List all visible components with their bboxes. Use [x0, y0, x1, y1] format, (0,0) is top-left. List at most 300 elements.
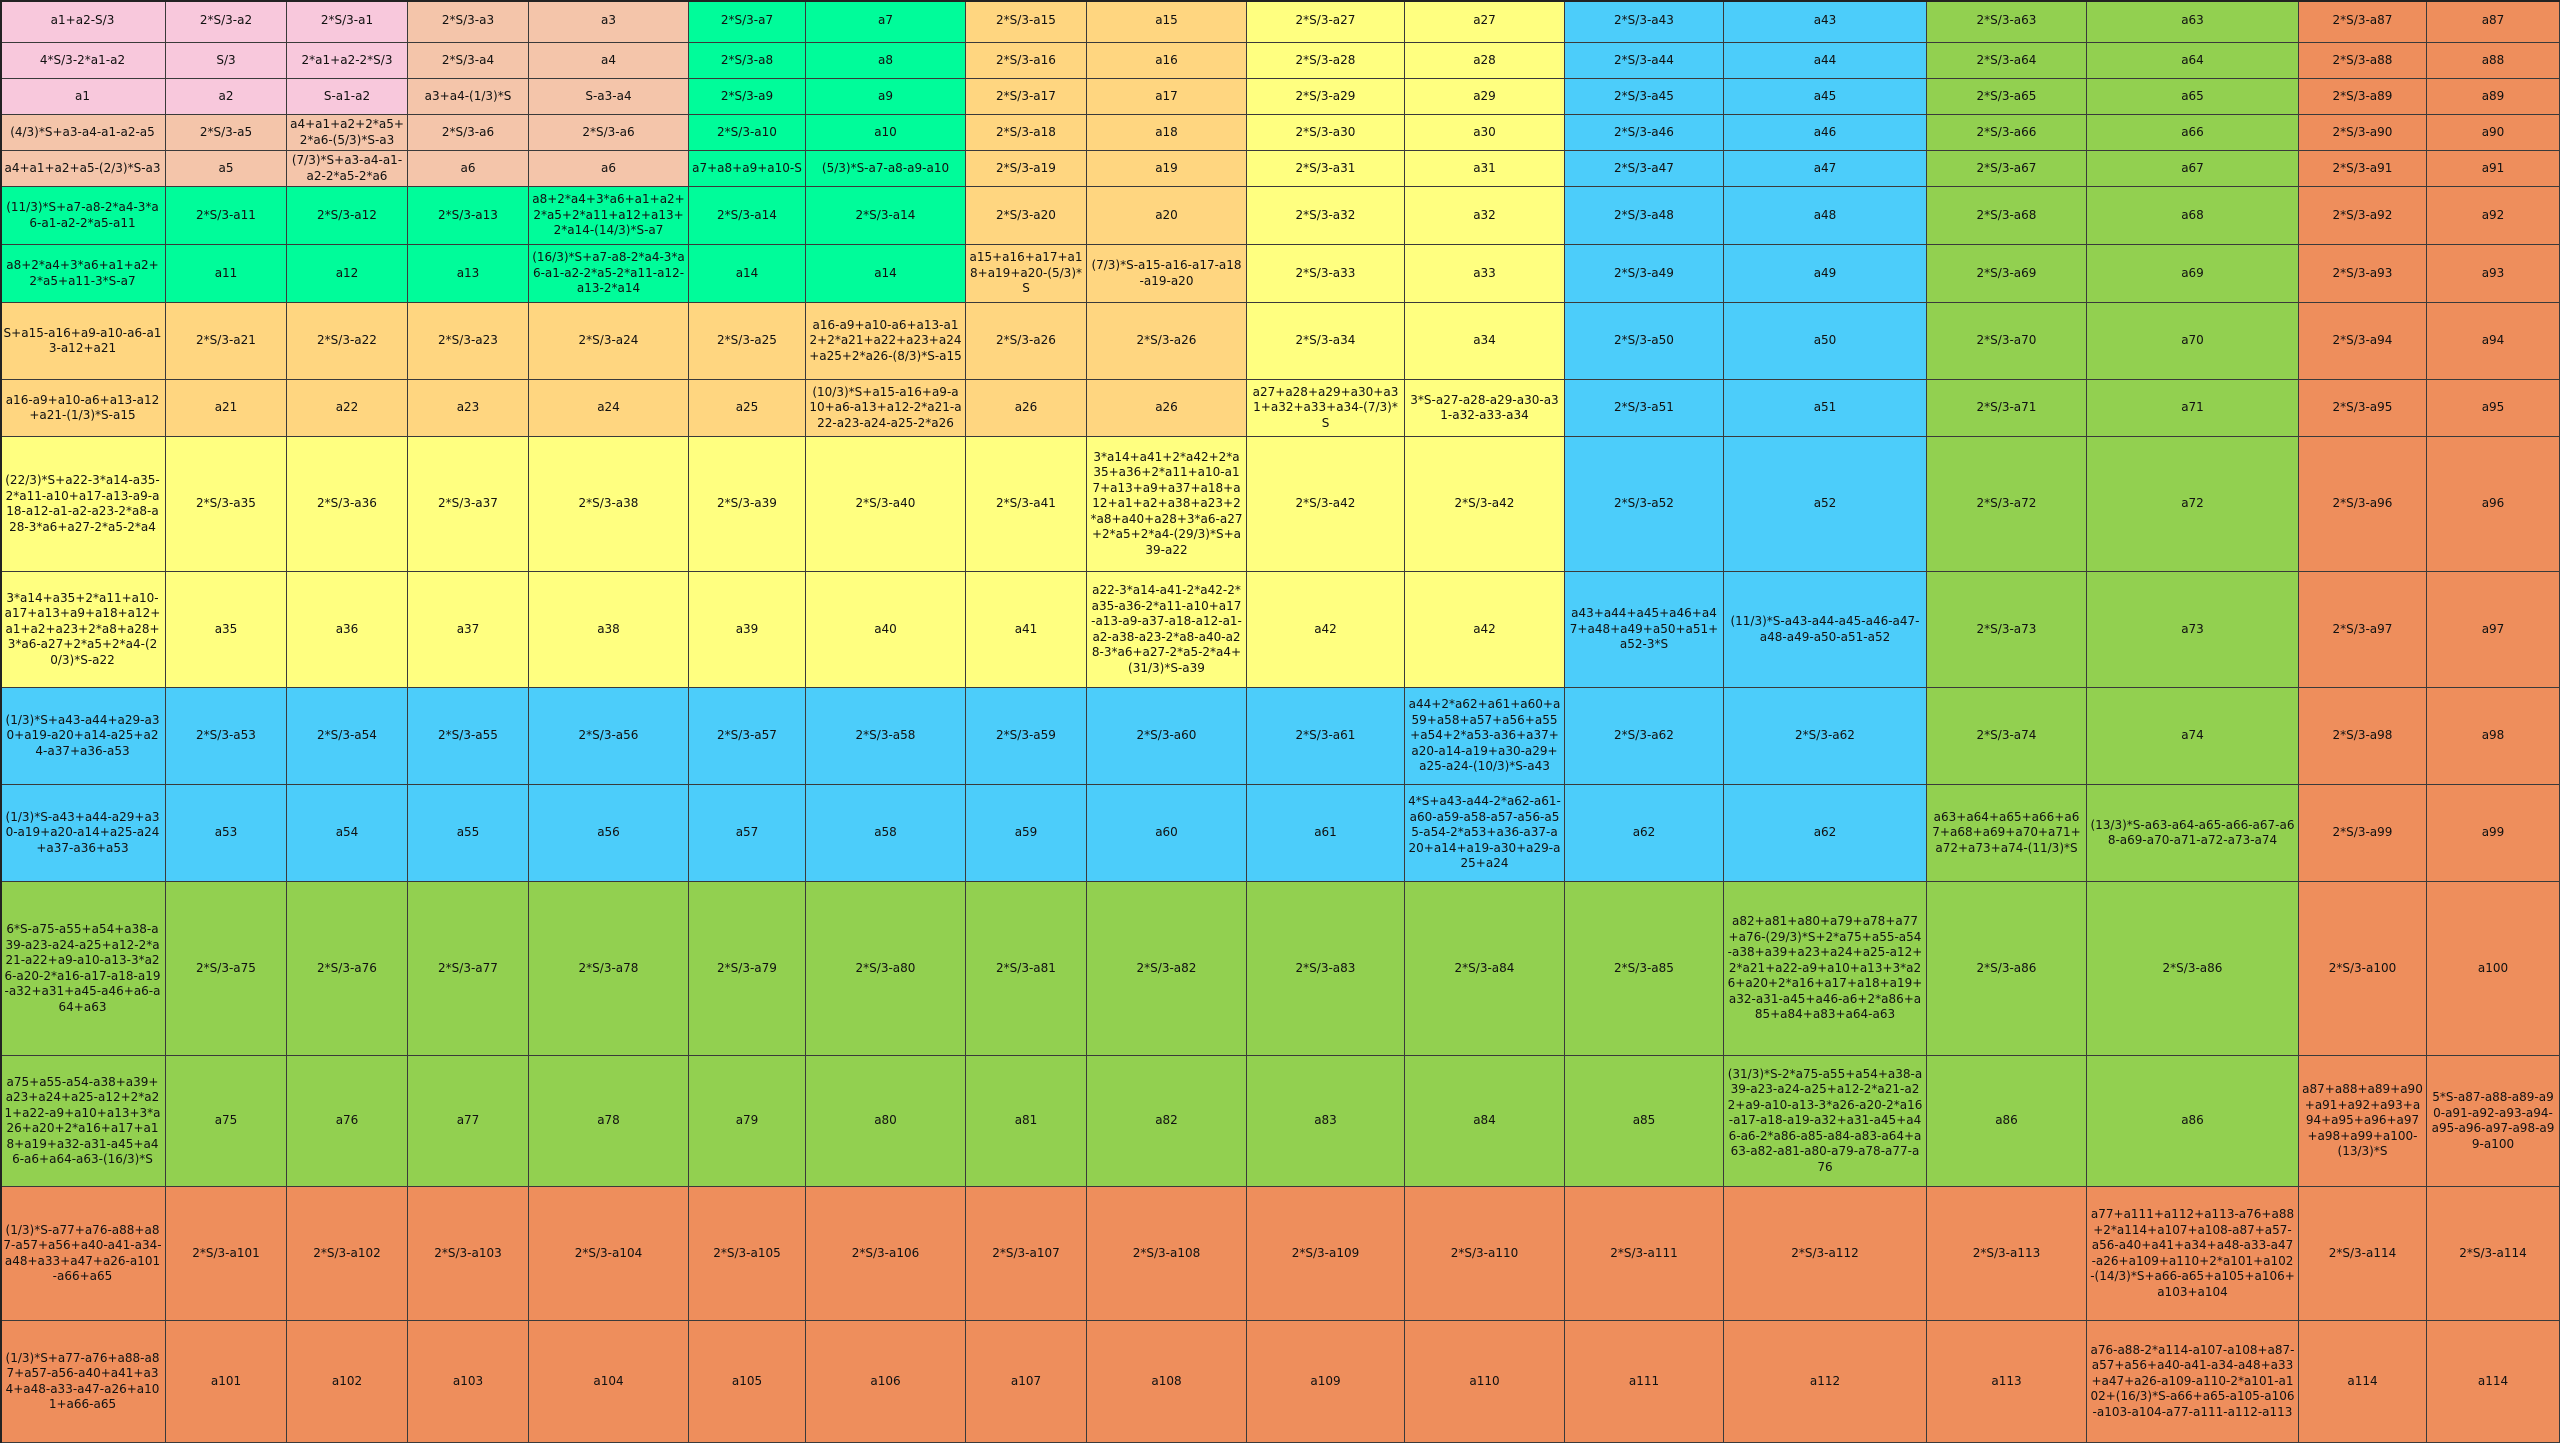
- cell-r3-c1[interactable]: [0, 79, 166, 115]
- cell-r12-c15[interactable]: [2087, 688, 2299, 785]
- cell-r3-c5[interactable]: [529, 79, 689, 115]
- cell-r13-c17[interactable]: [2427, 785, 2560, 882]
- cell-text: a108: [1151, 1373, 1182, 1388]
- cell-r7-c8[interactable]: [966, 245, 1087, 303]
- cell-r9-c1[interactable]: [0, 380, 166, 437]
- cell-r12-c5[interactable]: [529, 688, 689, 785]
- cell-r15-c8[interactable]: [966, 1056, 1087, 1187]
- cell-r2-c10[interactable]: [1247, 43, 1405, 79]
- cell-r15-c11[interactable]: [1405, 1056, 1565, 1187]
- cell-r3-c3[interactable]: [287, 79, 408, 115]
- cell-r2-c13[interactable]: [1724, 43, 1927, 79]
- cell-r6-c5[interactable]: [529, 187, 689, 245]
- cell-r2-c7[interactable]: [806, 43, 966, 79]
- cell-r5-c8[interactable]: [966, 151, 1087, 187]
- cell-r17-c7[interactable]: [806, 1321, 966, 1443]
- cell-r3-c9[interactable]: [1087, 79, 1247, 115]
- cell-r6-c16[interactable]: [2299, 187, 2427, 245]
- cell-r14-c13[interactable]: [1724, 882, 1927, 1056]
- cell-r15-c13[interactable]: [1724, 1056, 1927, 1187]
- cell-r12-c3[interactable]: [287, 688, 408, 785]
- cell-r13-c13[interactable]: [1724, 785, 1927, 882]
- cell-r8-c13[interactable]: [1724, 303, 1927, 380]
- cell-r16-c16[interactable]: [2299, 1187, 2427, 1321]
- cell-text: 2*S/3-a38: [578, 496, 639, 511]
- cell-r1-c10[interactable]: [1247, 0, 1405, 43]
- cell-r17-c6[interactable]: [689, 1321, 806, 1443]
- cell-r14-c7[interactable]: [806, 882, 966, 1056]
- cell-r11-c16[interactable]: [2299, 572, 2427, 688]
- cell-r4-c15[interactable]: [2087, 115, 2299, 151]
- cell-text: 2*S/3-a23: [438, 333, 498, 348]
- cell-r9-c8[interactable]: [966, 380, 1087, 437]
- cell-r16-c15[interactable]: [2087, 1187, 2299, 1321]
- cell-text: a113: [1991, 1373, 2022, 1388]
- cell-r16-c7[interactable]: [806, 1187, 966, 1321]
- cell-r3-c10[interactable]: [1247, 79, 1405, 115]
- cell-r15-c16[interactable]: [2299, 1056, 2427, 1187]
- cell-r17-c2[interactable]: [166, 1321, 287, 1443]
- cell-r10-c13[interactable]: [1724, 437, 1927, 572]
- cell-r3-c17[interactable]: [2427, 79, 2560, 115]
- cell-r15-c15[interactable]: [2087, 1056, 2299, 1187]
- cell-r16-c8[interactable]: [966, 1187, 1087, 1321]
- cell-r10-c15[interactable]: [2087, 437, 2299, 572]
- cell-r1-c15[interactable]: [2087, 0, 2299, 43]
- cell-r13-c4[interactable]: [408, 785, 529, 882]
- cell-r10-c11[interactable]: [1405, 437, 1565, 572]
- cell-r15-c9[interactable]: [1087, 1056, 1247, 1187]
- cell-r16-c1[interactable]: [0, 1187, 166, 1321]
- cell-text: a44: [1813, 52, 1837, 67]
- cell-r12-c10[interactable]: [1247, 688, 1405, 785]
- cell-r17-c9[interactable]: [1087, 1321, 1247, 1443]
- cell-r3-c2[interactable]: [166, 79, 287, 115]
- cell-r16-c14[interactable]: [1927, 1187, 2087, 1321]
- cell-r10-c5[interactable]: [529, 437, 689, 572]
- cell-r17-c14[interactable]: [1927, 1321, 2087, 1443]
- cell-r3-c7[interactable]: [806, 79, 966, 115]
- cell-r5-c15[interactable]: [2087, 151, 2299, 187]
- cell-r7-c10[interactable]: [1247, 245, 1405, 303]
- cell-r6-c14[interactable]: [1927, 187, 2087, 245]
- cell-r1-c16[interactable]: [2299, 0, 2427, 43]
- cell-text: a82: [1155, 1113, 1178, 1128]
- cell-r8-c17[interactable]: [2427, 303, 2560, 380]
- cell-r6-c15[interactable]: [2087, 187, 2299, 245]
- cell-r8-c8[interactable]: [966, 303, 1087, 380]
- cell-r11-c14[interactable]: [1927, 572, 2087, 688]
- cell-r5-c4[interactable]: [408, 151, 529, 187]
- cell-r5-c9[interactable]: [1087, 151, 1247, 187]
- cell-r4-c7[interactable]: [806, 115, 966, 151]
- cell-r15-c14[interactable]: [1927, 1056, 2087, 1187]
- cell-r7-c3[interactable]: [287, 245, 408, 303]
- cell-r7-c14[interactable]: [1927, 245, 2087, 303]
- cell-r3-c6[interactable]: [689, 79, 806, 115]
- cell-r9-c7[interactable]: [806, 380, 966, 437]
- cell-r16-c13[interactable]: [1724, 1187, 1927, 1321]
- cell-r14-c3[interactable]: [287, 882, 408, 1056]
- cell-r12-c16[interactable]: [2299, 688, 2427, 785]
- cell-r6-c7[interactable]: [806, 187, 966, 245]
- cell-r9-c6[interactable]: [689, 380, 806, 437]
- cell-r3-c4[interactable]: [408, 79, 529, 115]
- cell-r14-c15[interactable]: [2087, 882, 2299, 1056]
- cell-r12-c4[interactable]: [408, 688, 529, 785]
- cell-r1-c7[interactable]: [806, 0, 966, 43]
- cell-r2-c1[interactable]: [0, 43, 166, 79]
- cell-r17-c1[interactable]: [0, 1321, 166, 1443]
- cell-r3-c14[interactable]: [1927, 79, 2087, 115]
- cell-r8-c11[interactable]: [1405, 303, 1565, 380]
- cell-r16-c9[interactable]: [1087, 1187, 1247, 1321]
- cell-r4-c13[interactable]: [1724, 115, 1927, 151]
- cell-r17-c8[interactable]: [966, 1321, 1087, 1443]
- cell-r14-c1[interactable]: [0, 882, 166, 1056]
- cell-r13-c14[interactable]: [1927, 785, 2087, 882]
- cell-r11-c11[interactable]: [1405, 572, 1565, 688]
- cell-r13-c15[interactable]: [2087, 785, 2299, 882]
- cell-r13-c10[interactable]: [1247, 785, 1405, 882]
- cell-r8-c10[interactable]: [1247, 303, 1405, 380]
- cell-r6-c13[interactable]: [1724, 187, 1927, 245]
- cell-r12-c11[interactable]: [1405, 688, 1565, 785]
- cell-r5-c17[interactable]: [2427, 151, 2560, 187]
- cell-r11-c8[interactable]: [966, 572, 1087, 688]
- cell-r4-c3[interactable]: [287, 115, 408, 151]
- cell-r9-c3[interactable]: [287, 380, 408, 437]
- cell-r6-c12[interactable]: [1565, 187, 1724, 245]
- cell-r1-c5[interactable]: [529, 0, 689, 43]
- cell-r4-c14[interactable]: [1927, 115, 2087, 151]
- cell-r17-c13[interactable]: [1724, 1321, 1927, 1443]
- cell-r4-c6[interactable]: [689, 115, 806, 151]
- cell-r16-c10[interactable]: [1247, 1187, 1405, 1321]
- cell-r9-c15[interactable]: [2087, 380, 2299, 437]
- cell-r12-c17[interactable]: [2427, 688, 2560, 785]
- cell-r6-c6[interactable]: [689, 187, 806, 245]
- cell-r1-c3[interactable]: [287, 0, 408, 43]
- cell-r1-c9[interactable]: [1087, 0, 1247, 43]
- cell-r16-c6[interactable]: [689, 1187, 806, 1321]
- cell-r1-c11[interactable]: [1405, 0, 1565, 43]
- cell-r5-c3[interactable]: [287, 151, 408, 187]
- cell-r12-c9[interactable]: [1087, 688, 1247, 785]
- cell-r8-c16[interactable]: [2299, 303, 2427, 380]
- cell-r14-c5[interactable]: [529, 882, 689, 1056]
- cell-r10-c4[interactable]: [408, 437, 529, 572]
- cell-r15-c7[interactable]: [806, 1056, 966, 1187]
- cell-r12-c1[interactable]: [0, 688, 166, 785]
- cell-r17-c11[interactable]: [1405, 1321, 1565, 1443]
- cell-r16-c2[interactable]: [166, 1187, 287, 1321]
- cell-r16-c5[interactable]: [529, 1187, 689, 1321]
- cell-r8-c1[interactable]: [0, 303, 166, 380]
- cell-r3-c11[interactable]: [1405, 79, 1565, 115]
- cell-text: a22-3*a14-a41-2*a42-2*a35-a36-2*a11-a10+a17-a13-a9-a37-a18-a12-a1-a2-a38-a23-2*a8-a40-a28-3*a6+a27-2*a5-2*a4+(31/3)*S-a39: [1091, 583, 1242, 675]
- cell-r8-c14[interactable]: [1927, 303, 2087, 380]
- cell-r9-c16[interactable]: [2299, 380, 2427, 437]
- cell-r7-c13[interactable]: [1724, 245, 1927, 303]
- cell-r13-c1[interactable]: [0, 785, 166, 882]
- cell-r15-c1[interactable]: [0, 1056, 166, 1187]
- cell-r17-c3[interactable]: [287, 1321, 408, 1443]
- cell-r13-c5[interactable]: [529, 785, 689, 882]
- cell-r1-c6[interactable]: [689, 0, 806, 43]
- cell-r14-c4[interactable]: [408, 882, 529, 1056]
- cell-r12-c6[interactable]: [689, 688, 806, 785]
- cell-r10-c14[interactable]: [1927, 437, 2087, 572]
- cell-r5-c7[interactable]: [806, 151, 966, 187]
- cell-r7-c15[interactable]: [2087, 245, 2299, 303]
- cell-r2-c14[interactable]: [1927, 43, 2087, 79]
- cell-r16-c17[interactable]: [2427, 1187, 2560, 1321]
- cell-r7-c11[interactable]: [1405, 245, 1565, 303]
- cell-r1-c14[interactable]: [1927, 0, 2087, 43]
- cell-r12-c14[interactable]: [1927, 688, 2087, 785]
- cell-r14-c9[interactable]: [1087, 882, 1247, 1056]
- cell-r15-c4[interactable]: [408, 1056, 529, 1187]
- cell-r1-c12[interactable]: [1565, 0, 1724, 43]
- cell-r17-c12[interactable]: [1565, 1321, 1724, 1443]
- cell-r17-c5[interactable]: [529, 1321, 689, 1443]
- cell-r17-c16[interactable]: [2299, 1321, 2427, 1443]
- cell-r3-c16[interactable]: [2299, 79, 2427, 115]
- cell-r14-c14[interactable]: [1927, 882, 2087, 1056]
- cell-r4-c5[interactable]: [529, 115, 689, 151]
- cell-r7-c7[interactable]: [806, 245, 966, 303]
- cell-r14-c11[interactable]: [1405, 882, 1565, 1056]
- cell-r9-c14[interactable]: [1927, 380, 2087, 437]
- cell-r12-c12[interactable]: [1565, 688, 1724, 785]
- cell-r9-c4[interactable]: [408, 380, 529, 437]
- cell-r2-c15[interactable]: [2087, 43, 2299, 79]
- cell-r13-c9[interactable]: [1087, 785, 1247, 882]
- cell-r3-c13[interactable]: [1724, 79, 1927, 115]
- cell-r11-c9[interactable]: [1087, 572, 1247, 688]
- cell-r4-c12[interactable]: [1565, 115, 1724, 151]
- cell-r2-c2[interactable]: [166, 43, 287, 79]
- cell-r10-c2[interactable]: [166, 437, 287, 572]
- cell-r4-c16[interactable]: [2299, 115, 2427, 151]
- cell-r16-c11[interactable]: [1405, 1187, 1565, 1321]
- cell-r2-c8[interactable]: [966, 43, 1087, 79]
- cell-r5-c2[interactable]: [166, 151, 287, 187]
- cell-r4-c17[interactable]: [2427, 115, 2560, 151]
- cell-r17-c4[interactable]: [408, 1321, 529, 1443]
- cell-r4-c9[interactable]: [1087, 115, 1247, 151]
- cell-r9-c10[interactable]: [1247, 380, 1405, 437]
- cell-r10-c7[interactable]: [806, 437, 966, 572]
- cell-r1-c1[interactable]: [0, 0, 166, 43]
- cell-r5-c14[interactable]: [1927, 151, 2087, 187]
- cell-r9-c11[interactable]: [1405, 380, 1565, 437]
- cell-r6-c8[interactable]: [966, 187, 1087, 245]
- cell-r5-c5[interactable]: [529, 151, 689, 187]
- cell-r15-c2[interactable]: [166, 1056, 287, 1187]
- cell-r16-c4[interactable]: [408, 1187, 529, 1321]
- cell-r9-c13[interactable]: [1724, 380, 1927, 437]
- cell-r6-c1[interactable]: [0, 187, 166, 245]
- cell-r8-c9[interactable]: [1087, 303, 1247, 380]
- cell-r4-c8[interactable]: [966, 115, 1087, 151]
- cell-text: a82+a81+a80+a79+a78+a77+a76-(29/3)*S+2*a75+a55-a54-a38+a39+a23+a24+a25-a12+2*a21+a22-a9+a10+a13+3*a26+a20+2*a16+a17+a18+a19+a32-a31-a45+a46-a6+2*a86+a85+a84+a83+a64-a63: [1727, 914, 1923, 1022]
- cell-r10-c16[interactable]: [2299, 437, 2427, 572]
- cell-r17-c15[interactable]: [2087, 1321, 2299, 1443]
- cell-r1-c2[interactable]: [166, 0, 287, 43]
- cell-r15-c10[interactable]: [1247, 1056, 1405, 1187]
- cell-r5-c1[interactable]: [0, 151, 166, 187]
- cell-r13-c3[interactable]: [287, 785, 408, 882]
- cell-r5-c13[interactable]: [1724, 151, 1927, 187]
- cell-r11-c10[interactable]: [1247, 572, 1405, 688]
- cell-r11-c5[interactable]: [529, 572, 689, 688]
- cell-r6-c17[interactable]: [2427, 187, 2560, 245]
- cell-r10-c8[interactable]: [966, 437, 1087, 572]
- cell-r2-c4[interactable]: [408, 43, 529, 79]
- cell-r1-c4[interactable]: [408, 0, 529, 43]
- cell-r2-c9[interactable]: [1087, 43, 1247, 79]
- cell-r8-c2[interactable]: [166, 303, 287, 380]
- cell-r7-c16[interactable]: [2299, 245, 2427, 303]
- cell-r11-c7[interactable]: [806, 572, 966, 688]
- cell-r4-c10[interactable]: [1247, 115, 1405, 151]
- cell-r11-c12[interactable]: [1565, 572, 1724, 688]
- cell-r9-c12[interactable]: [1565, 380, 1724, 437]
- cell-r2-c3[interactable]: [287, 43, 408, 79]
- cell-r12-c8[interactable]: [966, 688, 1087, 785]
- cell-r2-c12[interactable]: [1565, 43, 1724, 79]
- cell-r13-c12[interactable]: [1565, 785, 1724, 882]
- cell-r7-c17[interactable]: [2427, 245, 2560, 303]
- cell-text: a93: [2481, 265, 2505, 280]
- cell-r10-c10[interactable]: [1247, 437, 1405, 572]
- cell-r6-c9[interactable]: [1087, 187, 1247, 245]
- cell-r2-c11[interactable]: [1405, 43, 1565, 79]
- cell-r13-c11[interactable]: [1405, 785, 1565, 882]
- cell-r14-c8[interactable]: [966, 882, 1087, 1056]
- cell-r5-c10[interactable]: [1247, 151, 1405, 187]
- cell-r12-c13[interactable]: [1724, 688, 1927, 785]
- cell-r6-c3[interactable]: [287, 187, 408, 245]
- cell-r14-c10[interactable]: [1247, 882, 1405, 1056]
- cell-text: 2*S/3-a25: [717, 333, 777, 348]
- cell-r16-c3[interactable]: [287, 1187, 408, 1321]
- cell-r8-c6[interactable]: [689, 303, 806, 380]
- cell-r1-c13[interactable]: [1724, 0, 1927, 43]
- cell-r7-c6[interactable]: [689, 245, 806, 303]
- cell-r17-c10[interactable]: [1247, 1321, 1405, 1443]
- cell-r9-c17[interactable]: [2427, 380, 2560, 437]
- cell-r7-c1[interactable]: [0, 245, 166, 303]
- cell-r8-c3[interactable]: [287, 303, 408, 380]
- cell-r10-c6[interactable]: [689, 437, 806, 572]
- cell-r7-c12[interactable]: [1565, 245, 1724, 303]
- cell-r8-c15[interactable]: [2087, 303, 2299, 380]
- cell-r8-c5[interactable]: [529, 303, 689, 380]
- cell-r14-c6[interactable]: [689, 882, 806, 1056]
- cell-r3-c8[interactable]: [966, 79, 1087, 115]
- cell-r14-c16[interactable]: [2299, 882, 2427, 1056]
- cell-r1-c8[interactable]: [966, 0, 1087, 43]
- cell-r14-c2[interactable]: [166, 882, 287, 1056]
- cell-r11-c6[interactable]: [689, 572, 806, 688]
- cell-r1-c17[interactable]: [2427, 0, 2560, 43]
- cell-r11-c3[interactable]: [287, 572, 408, 688]
- cell-r13-c2[interactable]: [166, 785, 287, 882]
- cell-r14-c17[interactable]: [2427, 882, 2560, 1056]
- cell-r2-c16[interactable]: [2299, 43, 2427, 79]
- cell-r14-c12[interactable]: [1565, 882, 1724, 1056]
- cell-r3-c12[interactable]: [1565, 79, 1724, 115]
- cell-r3-c15[interactable]: [2087, 79, 2299, 115]
- cell-r9-c9[interactable]: [1087, 380, 1247, 437]
- cell-r5-c6[interactable]: [689, 151, 806, 187]
- cell-r12-c2[interactable]: [166, 688, 287, 785]
- cell-r16-c12[interactable]: [1565, 1187, 1724, 1321]
- cell-r5-c11[interactable]: [1405, 151, 1565, 187]
- cell-r15-c6[interactable]: [689, 1056, 806, 1187]
- cell-r7-c9[interactable]: [1087, 245, 1247, 303]
- cell-r13-c7[interactable]: [806, 785, 966, 882]
- cell-r8-c7[interactable]: [806, 303, 966, 380]
- cell-r7-c5[interactable]: [529, 245, 689, 303]
- cell-text: a17: [1155, 88, 1178, 103]
- cell-r8-c12[interactable]: [1565, 303, 1724, 380]
- cell-r2-c5[interactable]: [529, 43, 689, 79]
- cell-r6-c10[interactable]: [1247, 187, 1405, 245]
- cell-r11-c4[interactable]: [408, 572, 529, 688]
- cell-r15-c5[interactable]: [529, 1056, 689, 1187]
- cell-r4-c1[interactable]: [0, 115, 166, 151]
- cell-r7-c2[interactable]: [166, 245, 287, 303]
- cell-r5-c12[interactable]: [1565, 151, 1724, 187]
- cell-r11-c15[interactable]: [2087, 572, 2299, 688]
- cell-r10-c9[interactable]: [1087, 437, 1247, 572]
- cell-r15-c12[interactable]: [1565, 1056, 1724, 1187]
- cell-r2-c17[interactable]: [2427, 43, 2560, 79]
- cell-r11-c1[interactable]: [0, 572, 166, 688]
- cell-r2-c6[interactable]: [689, 43, 806, 79]
- cell-r4-c11[interactable]: [1405, 115, 1565, 151]
- cell-r10-c1[interactable]: [0, 437, 166, 572]
- cell-r11-c17[interactable]: [2427, 572, 2560, 688]
- cell-r10-c3[interactable]: [287, 437, 408, 572]
- cell-r15-c17[interactable]: [2427, 1056, 2560, 1187]
- cell-r11-c2[interactable]: [166, 572, 287, 688]
- cell-r12-c7[interactable]: [806, 688, 966, 785]
- cell-r9-c2[interactable]: [166, 380, 287, 437]
- cell-r8-c4[interactable]: [408, 303, 529, 380]
- cell-r4-c4[interactable]: [408, 115, 529, 151]
- cell-r6-c2[interactable]: [166, 187, 287, 245]
- cell-r17-c17[interactable]: [2427, 1321, 2560, 1443]
- cell-r13-c16[interactable]: [2299, 785, 2427, 882]
- cell-r7-c4[interactable]: [408, 245, 529, 303]
- cell-r6-c11[interactable]: [1405, 187, 1565, 245]
- cell-r10-c17[interactable]: [2427, 437, 2560, 572]
- cell-r11-c13[interactable]: [1724, 572, 1927, 688]
- cell-r15-c3[interactable]: [287, 1056, 408, 1187]
- cell-r10-c12[interactable]: [1565, 437, 1724, 572]
- cell-r4-c2[interactable]: [166, 115, 287, 151]
- cell-r9-c5[interactable]: [529, 380, 689, 437]
- cell-r6-c4[interactable]: [408, 187, 529, 245]
- cell-r13-c6[interactable]: [689, 785, 806, 882]
- cell-r5-c16[interactable]: [2299, 151, 2427, 187]
- cell-r13-c8[interactable]: [966, 785, 1087, 882]
